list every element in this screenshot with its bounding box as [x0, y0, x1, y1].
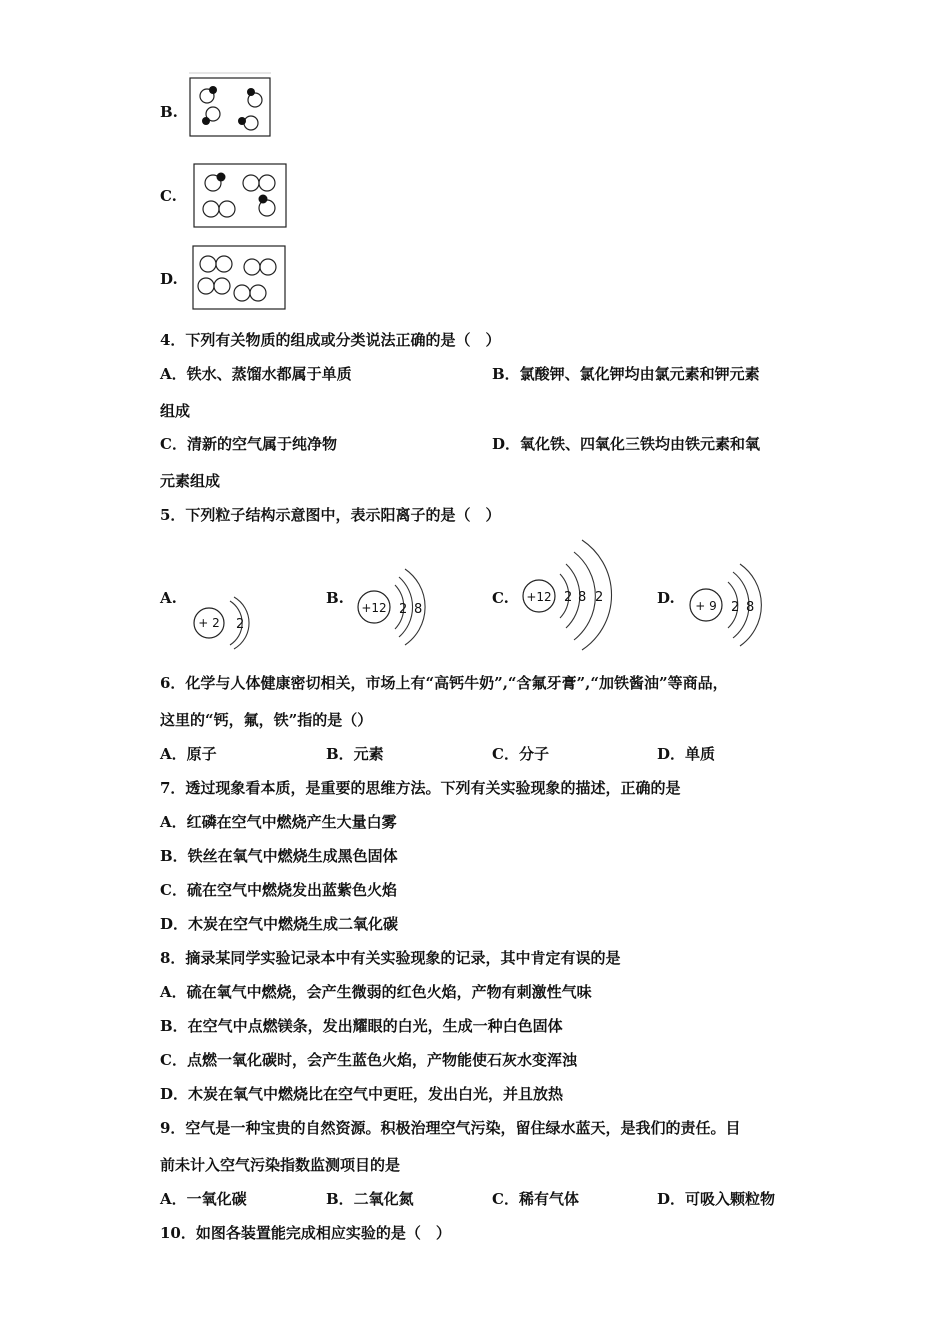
q3-option-c-figure: [193, 163, 289, 229]
q5-a-electrons-shell1: 2: [236, 617, 245, 632]
q5-c-electrons-shell2: 8: [578, 590, 587, 605]
q6-stem-line2: 这里的“钙，氟，铁”指的是（）: [160, 711, 373, 729]
q5-b-nucleus-charge: +12: [361, 601, 387, 615]
q8-option-a: A．硫在氧气中燃烧，会产生微弱的红色火焰，产物有刺激性气味: [160, 983, 592, 1001]
q9-option-a: A．一氧化碳: [160, 1190, 247, 1208]
q3-option-b-figure: [189, 72, 273, 138]
q7-option-c: C．硫在空气中燃烧发出蓝紫色火焰: [160, 881, 397, 899]
q5-c-electrons-shell1: 2: [564, 590, 573, 605]
q6-option-d: D．单质: [657, 745, 716, 763]
q9-option-b: B．二氧化氮: [326, 1190, 414, 1208]
q5-a-nucleus-charge: + 2: [198, 616, 220, 630]
q5-d-electrons-shell2: 8: [746, 600, 755, 615]
q9-option-d: D．可吸入颗粒物: [657, 1190, 776, 1208]
q5-d-nucleus-charge: + 9: [695, 599, 717, 613]
q5-option-c-label: C.: [492, 589, 509, 607]
q5-option-c-diagram: [518, 538, 613, 644]
q5-c-electrons-shell3: 2: [595, 590, 604, 605]
q8-option-c: C．点燃一氧化碳时，会产生蓝色火焰，产物能使石灰水变浑浊: [160, 1051, 577, 1069]
q7-option-d: D．木炭在空气中燃烧生成二氧化碳: [160, 915, 399, 933]
q4-option-b: B．氯酸钾、氯化钾均由氯元素和钾元素: [492, 365, 760, 383]
q8-option-d: D．木炭在氧气中燃烧比在空气中更旺，发出白光，并且放热: [160, 1085, 564, 1103]
q4-option-d-cont: 元素组成: [160, 472, 221, 490]
q9-stem-line1: 9．空气是一种宝贵的自然资源。积极治理空气污染，留住绿水蓝天，是我们的责任。目: [160, 1119, 741, 1137]
q5-option-d-label: D.: [657, 589, 675, 607]
q5-option-b-label: B.: [326, 589, 344, 607]
q9-option-c: C．稀有气体: [492, 1190, 579, 1208]
q4-stem: 4．下列有关物质的组成或分类说法正确的是（ ）: [160, 331, 501, 349]
q5-option-b-diagram: [355, 565, 435, 649]
q5-option-a-diagram: [190, 595, 250, 645]
q5-option-a-label: A.: [160, 589, 177, 607]
q3-option-b-label: B.: [160, 103, 178, 121]
q5-b-electrons-shell2: 8: [414, 602, 423, 617]
q5-c-nucleus-charge: +12: [526, 590, 552, 604]
q6-option-c: C．分子: [492, 745, 549, 763]
q6-option-a: A．原子: [160, 745, 217, 763]
q5-b-electrons-shell1: 2: [399, 602, 408, 617]
q5-d-electrons-shell1: 2: [731, 600, 740, 615]
q4-option-a: A．铁水、蒸馏水都属于单质: [160, 365, 352, 383]
q8-option-b: B．在空气中点燃镁条，发出耀眼的白光，生成一种白色固体: [160, 1017, 563, 1035]
q7-option-a: A．红磷在空气中燃烧产生大量白雾: [160, 813, 397, 831]
q5-option-d-diagram: [688, 562, 768, 648]
q3-option-c-label: C.: [160, 187, 177, 205]
q8-stem: 8．摘录某同学实验记录本中有关实验现象的记录，其中肯定有误的是: [160, 949, 621, 967]
q9-stem-line2: 前未计入空气污染指数监测项目的是: [160, 1156, 401, 1174]
q3-option-d-label: D.: [160, 270, 178, 288]
q4-option-c: C．清新的空气属于纯净物: [160, 435, 337, 453]
q6-option-b: B．元素: [326, 745, 384, 763]
q3-option-d-figure: [192, 245, 288, 312]
q10-stem: 10．如图各装置能完成相应实验的是（ ）: [160, 1224, 451, 1242]
q7-stem: 7．透过现象看本质，是重要的思维方法。下列有关实验现象的描述，正确的是: [160, 779, 681, 797]
q7-option-b: B．铁丝在氧气中燃烧生成黑色固体: [160, 847, 398, 865]
q4-option-b-cont: 组成: [160, 402, 191, 420]
q4-option-d: D．氧化铁、四氧化三铁均由铁元素和氧: [492, 435, 761, 453]
q6-stem-line1: 6．化学与人体健康密切相关，市场上有“高钙牛奶”,“含氟牙膏”,“加铁酱油”等商品，: [160, 674, 728, 692]
q5-stem: 5．下列粒子结构示意图中，表示阳离子的是（ ）: [160, 506, 501, 524]
